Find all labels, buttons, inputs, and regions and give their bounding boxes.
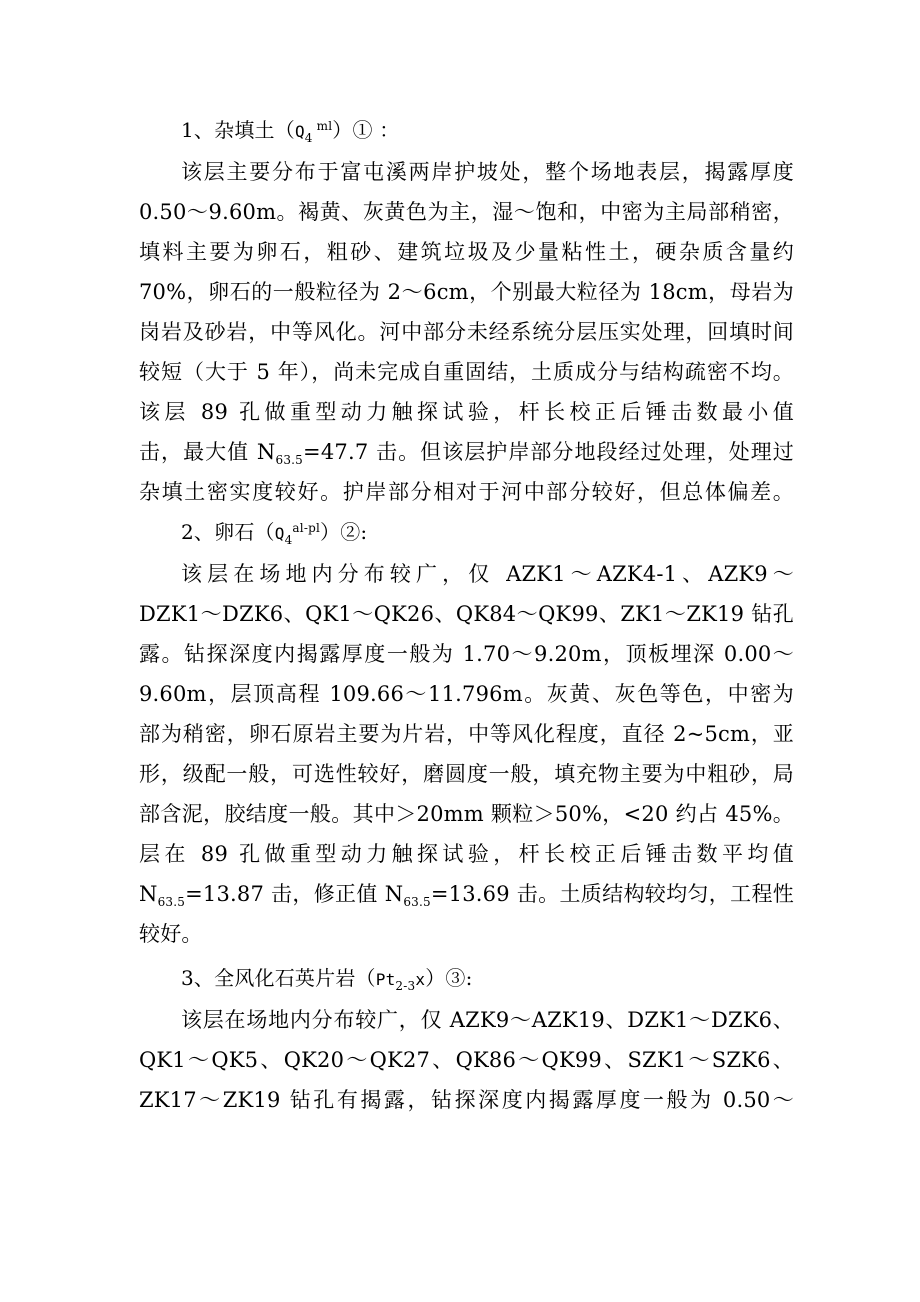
paragraph-line: [139, 874, 794, 914]
text-run: =13.87 击，修正值 N: [185, 882, 404, 906]
document-page: [139, 110, 794, 1120]
paragraph-line: 岗岩及砂岩，中等风化。河中部分未经系统分层压实处理，回填时间: [139, 320, 794, 344]
paragraph-line: 形，级配一般，可选性较好，磨圆度一般，填充物主要为中粗砂，局: [139, 762, 794, 786]
heading-text: ）②:: [320, 520, 368, 544]
heading-symbol: Pt: [375, 970, 396, 989]
paragraph-line: 较短（大于 5 年），尚未完成自重固结，土质成分与结构疏密不均。: [139, 360, 794, 384]
paragraph-line: QK1～QK5、QK20～QK27、QK86～QK99、SZK1～SZK6、: [139, 1048, 794, 1072]
heading-text: ）③:: [425, 966, 473, 990]
paragraph-line: 填料主要为卵石，粗砂、建筑垃圾及少量粘性土，硬杂质含量约: [139, 240, 794, 264]
heading-text: 3、全风化石英片岩（: [181, 966, 376, 990]
text-run: 击，最大值 N: [139, 440, 276, 464]
paragraph-line: 9.60m，层顶高程 109.66～11.796m。灰黄、灰色等色，中密为: [139, 682, 794, 706]
heading-superscript: ml: [312, 119, 333, 133]
text-run: 该层 89 孔做重型动力触探试验，杆长校正后锤击数最小值: [139, 400, 794, 424]
text-run: =47.7 击。但该层护岸部分地段经过处理，处理过: [303, 440, 794, 464]
heading-symbol: Q: [274, 524, 285, 543]
section-3-heading: [139, 958, 794, 998]
heading-symbol: Q: [294, 122, 305, 141]
paragraph-line: DZK1～DZK6、QK1～QK26、QK84～QK99、ZK1～ZK19 钻孔: [139, 602, 794, 626]
paragraph-line: 层在 89 孔做重型动力触探试验，杆长校正后锤击数平均值: [139, 842, 794, 866]
paragraph-line: 70%，卵石的一般粒径为 2～6cm，个别最大粒径为 18cm，母岩为: [139, 280, 794, 304]
heading-text: 2、卵石（: [181, 520, 275, 544]
subscript: 63.5: [157, 895, 186, 909]
subscript: 63.5: [403, 895, 431, 909]
paragraph-line: 该层主要分布于富屯溪两岸护坡处，整个场地表层，揭露厚度: [181, 160, 794, 184]
text-run: =13.69 击。土质结构较均匀，工程性: [430, 882, 794, 906]
heading-subscript: 4: [304, 131, 313, 145]
paragraph-line: 杂填土密实度较好。护岸部分相对于河中部分较好，但总体偏差。: [139, 480, 794, 504]
paragraph-line: [139, 432, 794, 472]
paragraph-line: 较好。: [139, 922, 203, 946]
section-2-heading: [139, 512, 794, 552]
heading-text: 1、杂填土（: [181, 118, 295, 142]
heading-subscript: 4: [284, 533, 293, 547]
section-1-heading: [139, 110, 794, 150]
paragraph-line: 露。钻探深度内揭露厚度一般为 1.70～9.20m，顶板埋深 0.00～: [139, 642, 794, 666]
paragraph-line: 0.50～9.60m。褐黄、灰黄色为主，湿～饱和，中密为主局部稍密，: [139, 200, 794, 224]
heading-subscript: 2-3: [395, 979, 416, 993]
heading-superscript: al-pl: [292, 521, 320, 535]
paragraph-line: 部为稍密，卵石原岩主要为片岩，中等风化程度，直径 2~5cm，亚: [139, 722, 794, 746]
paragraph-line: ZK17～ZK19 钻孔有揭露，钻探深度内揭露厚度一般为 0.50～: [139, 1088, 794, 1112]
subscript: 63.5: [275, 453, 304, 467]
heading-text: ）① ：: [332, 118, 400, 142]
paragraph-line: 该层在场地内分布较广，仅 AZK1～AZK4-1、AZK9～: [181, 562, 794, 586]
paragraph-line: [139, 392, 794, 432]
paragraph-line: 部含泥，胶结度一般。其中＞20mm 颗粒＞50%，<20 约占 45%。: [139, 802, 794, 826]
text-run: N: [139, 882, 158, 906]
heading-symbol: x: [415, 970, 426, 989]
paragraph-line: 该层在场地内分布较广，仅 AZK9～AZK19、DZK1～DZK6、: [181, 1008, 794, 1032]
